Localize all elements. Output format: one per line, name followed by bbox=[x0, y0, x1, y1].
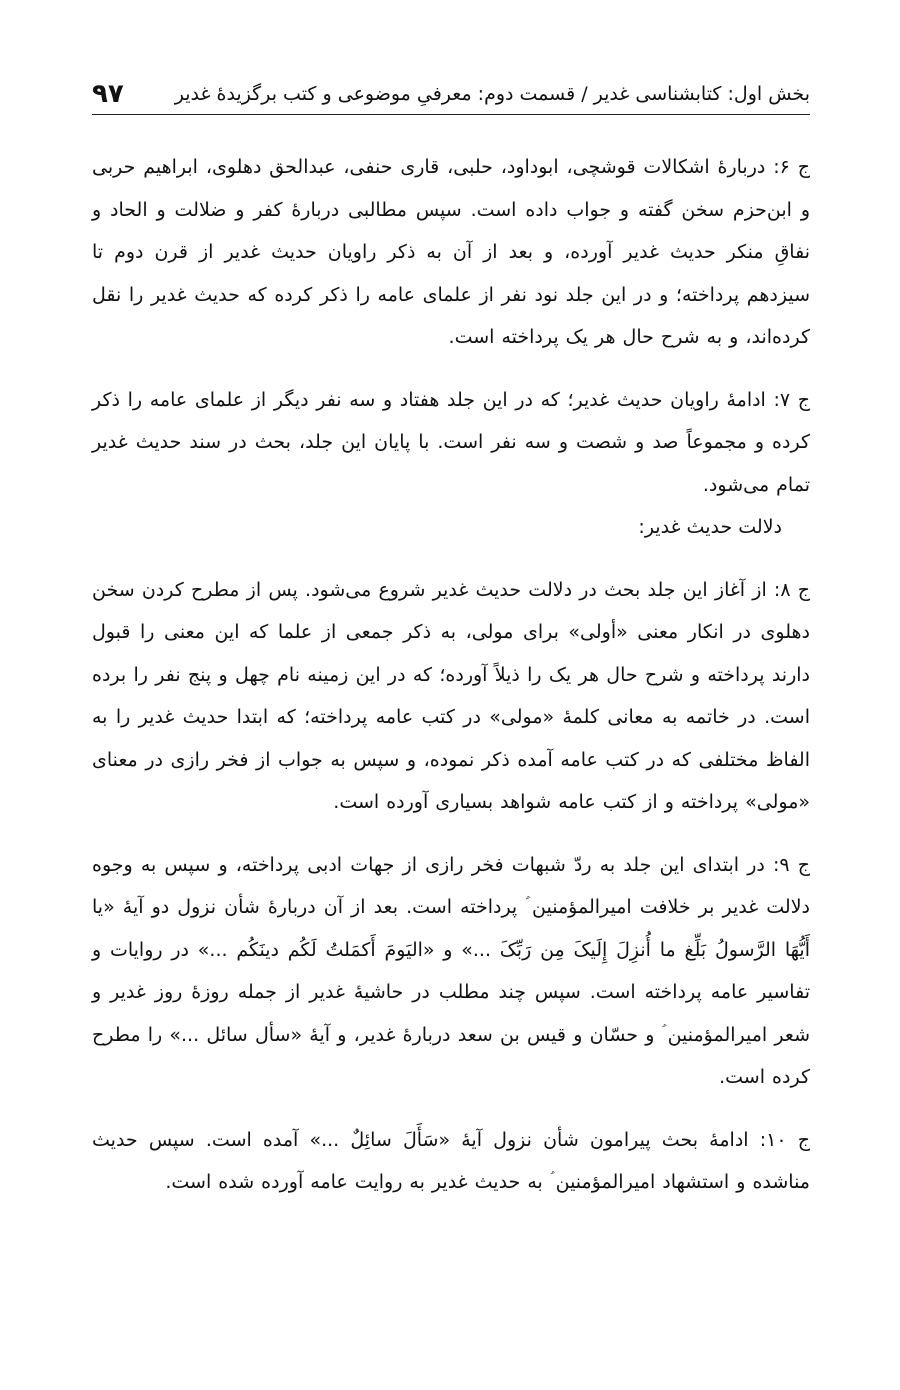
page-number: ۹۷ bbox=[92, 79, 124, 109]
paragraph-volume-8: ج ۸: از آغاز این جلد بحث در دلالت حدیث غدیر شروع می‌شود. پس از مطرح کردن سخن دهلوی در انکار معنی «أولی» برای مولی، به ذکر جمعی از علما که این معنی را قبول دارند پرداخته و شرح حال هر یک را ذیلاً آورده؛ که در این زمینه نام چهل و پنج نفر را برده است. در خاتمه به معانی کلمۀ «مولی» در کتب عامه پرداخته؛ که ابتدا حدیث غدیر را به الفاظ مختلفی که در کتب عامه آمده ذکر نموده، و سپس به جواب از فخر رازی در معنای «مولی» پرداخته و از کتب عامه شواهد بسیاری آورده است. bbox=[92, 578, 810, 813]
paragraph-volume-7: ج ۷: ادامۀ راویان حدیث غدیر؛ که در این جلد هفتاد و سه نفر دیگر از علمای عامه را ذکر کرده و مجموعاً صد و شصت و سه نفر است. با پایان این جلد، بحث در سند حدیث غدیر تمام می‌شود. bbox=[92, 388, 810, 496]
page-body bbox=[92, 146, 810, 1224]
book-page bbox=[92, 0, 810, 1390]
section-heading: دلالت حدیث غدیر: bbox=[638, 516, 782, 538]
running-title: بخش اول: کتابشناسی غدیر / قسمت دوم: معرفیِ موضوعی و کتب برگزیدۀ غدیر bbox=[174, 83, 810, 105]
paragraph-volume-6: ج ۶: دربارۀ اشکالات قوشچی، ابوداود، حلبی، قاری حنفی، عبدالحق دهلوی، ابراهیم حربی و ابن‌حزم سخن گفته و جواب داده است. سپس مطالبی دربارۀ کفر و ضلالت و الحاد و نفاقِ منکر حدیث غدیر آورده، و بعد از آن به ذکر راویان حدیث غدیر از قرن دوم تا سیزدهم پرداخته؛ و در این جلد نود نفر از علمای عامه را ذکر کرده که حدیث غدیر را نقل کرده‌اند، و به شرح حال هر یک پرداخته است. bbox=[92, 156, 810, 348]
paragraph-volume-9: ج ۹: در ابتدای این جلد به ردّ شبهات فخر رازی از جهات ادبی پرداخته، و سپس به وجوه دلالت غدیر بر خلافت امیرالمؤمنین ؑ پرداخته است. بعد از آن دربارۀ شأن نزول دو آیۀ «یا أَیُّهَا الرَّسولُ بَلِّغ ما أُنزِلَ إِلَیکَ مِن رَبِّکَ ...» و «الیَومَ أَکمَلتُ لَکُم دینَکُم ...» در روایات و تفاسیر عامه پرداخته است. سپس چند مطلب در حاشیۀ غدیر از جمله روزۀ روز غدیر و شعر امیرالمؤمنین ؑ و حسّان و قیس بن سعد دربارۀ غدیر، و آیۀ «سأل سائل ...» را مطرح کرده است. bbox=[92, 853, 810, 1088]
paragraph-volume-10: ج ۱۰: ادامۀ بحث پیرامون شأن نزول آیۀ «سَأَلَ سائِلٌ ...» آمده است. سپس حدیث مناشده و استشهاد امیرالمؤمنین ؑ به حدیث غدیر به روایت عامه آورده شده است. bbox=[92, 1128, 810, 1193]
running-header bbox=[92, 70, 810, 115]
